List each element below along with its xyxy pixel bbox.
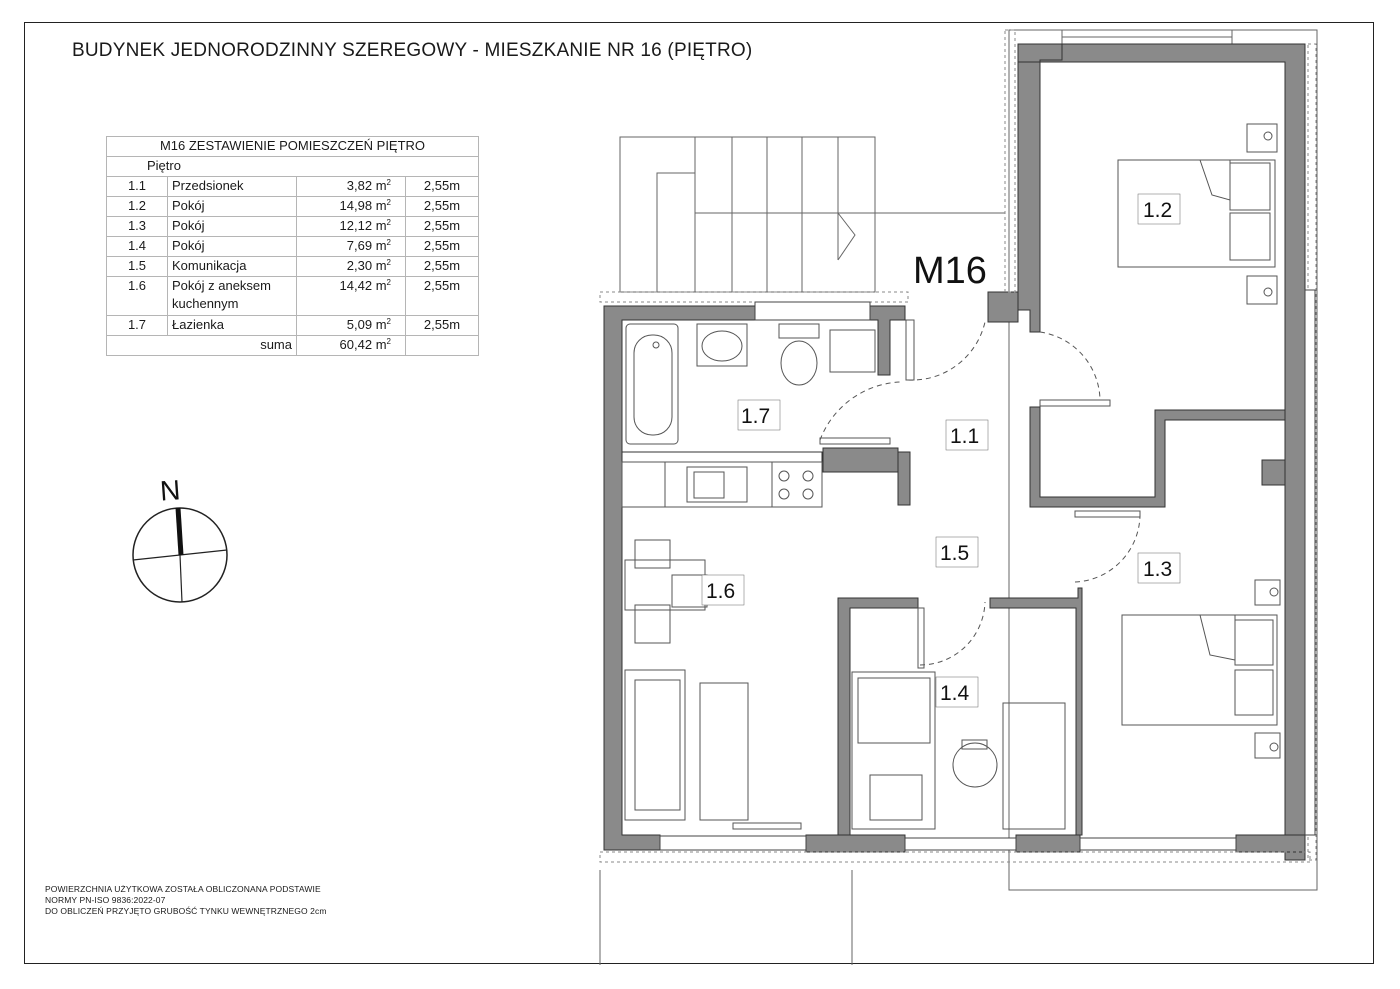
footnote-line: DO OBLICZEŃ PRZYJĘTO GRUBOŚĆ TYNKU WEWNĘTRZNEGO 2cm [45,906,327,916]
table-header: M16 ZESTAWIENIE POMIESZCZEŃ PIĘTRO [107,137,479,157]
bedroom-1-3-furniture [1122,580,1280,758]
drawing-title: BUDYNEK JEDNORODZINNY SZEREGOWY - MIESZKANIE NR 16 (PIĘTRO) [72,40,753,61]
area-footnote [45,884,327,917]
sum-label: suma [107,336,297,356]
footnote-line: NORMY PN-ISO 9836:2022-07 [45,895,166,905]
room-no: 1.4 [107,237,168,257]
room-height: 2,55m [406,277,479,316]
room-area: 2,30 $m^2$ [297,257,406,277]
room-name: Przedsionek [168,177,297,197]
room-no: 1.5 [107,257,168,277]
unit-label: M16 [913,250,987,292]
room-name: Komunikacja [168,257,297,277]
room-no: 1.1 [107,177,168,197]
room-area: 14,42 $m^2$ [297,277,406,316]
sum-area: 60,42 $m^2$ [297,336,406,356]
room-name: Pokój [168,197,297,217]
room-height: 2,55m [406,237,479,257]
room-area: 3,82 $m^2$ [297,177,406,197]
room-area: 7,69 $m^2$ [297,237,406,257]
room-label-1-1: 1.1 [950,425,980,448]
room-label-1-2: 1.2 [1143,199,1173,222]
footnote-line: POWIERZCHNIA UŻYTKOWA ZOSTAŁA OBLICZONANA PODSTAWIE [45,884,321,894]
north-compass [133,474,227,602]
room-name: Pokój [168,237,297,257]
room-no: 1.6 [107,277,168,316]
room-height: 2,55m [406,316,479,336]
door-swings [820,322,1140,665]
room-name: Pokój z aneksem kuchennym [168,277,297,316]
room-label-1-7: 1.7 [741,405,771,428]
room-height: 2,55m [406,197,479,217]
kitchen-fixtures [622,462,822,507]
room-height: 2,55m [406,257,479,277]
room-name: Pokój [168,217,297,237]
room-no: 1.3 [107,217,168,237]
room-area: 12,12 $m^2$ [297,217,406,237]
compass-north-label: N [158,474,182,507]
room-label-1-4: 1.4 [940,682,970,705]
room-label-1-6: 1.6 [706,580,736,603]
walls [604,44,1305,860]
room-area: 14,98 $m^2$ [297,197,406,217]
room-no: 1.2 [107,197,168,217]
room-area: 5,09 $m^2$ [297,316,406,336]
room-height: 2,55m [406,217,479,237]
table-section: Piętro [107,157,479,177]
room-name: Łazienka [168,316,297,336]
room-label-1-5: 1.5 [940,542,970,565]
room-label-1-3: 1.3 [1143,558,1173,581]
room-height: 2,55m [406,177,479,197]
room-no: 1.7 [107,316,168,336]
